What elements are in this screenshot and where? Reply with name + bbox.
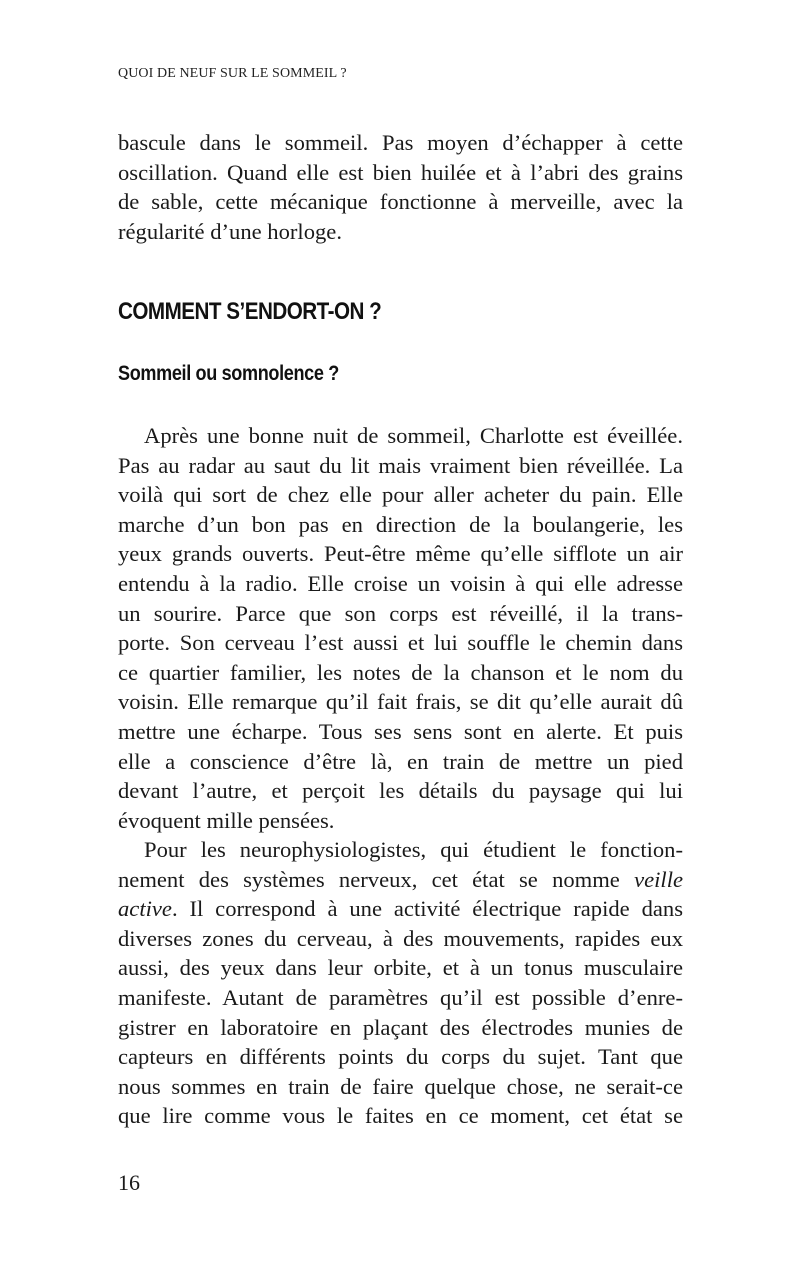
running-head: QUOI DE NEUF SUR LE SOMMEIL ? xyxy=(118,66,347,81)
text-line: voisin. Elle remarque qu’il fait frais, se dit qu’elle aurait dû xyxy=(118,689,683,715)
text-line: voilà qui sort de chez elle pour aller acheter du pain. Elle xyxy=(118,482,683,508)
text-line: aussi, des yeux dans leur orbite, et à un tonus musculaire xyxy=(118,955,683,981)
paragraph-1 xyxy=(118,421,683,835)
text-segment: . Il correspond à une activité électrique rapide dans xyxy=(171,896,683,922)
text-line: porte. Son cerveau l’est aussi et lui souffle le chemin dans xyxy=(118,630,683,656)
text-line xyxy=(118,865,683,895)
text-line: entendu à la radio. Elle croise un voisin à qui elle adresse xyxy=(118,570,683,596)
text-line: bascule dans le sommeil. Pas moyen d’échapper à cette xyxy=(118,130,683,155)
opening-paragraph xyxy=(118,128,683,246)
text-line: devant l’autre, et perçoit les détails du paysage qui lui xyxy=(118,778,683,804)
paragraph-2 xyxy=(118,835,683,1131)
text-line: évoquent mille pensées. xyxy=(118,807,335,833)
text-line: régularité d’une horloge. xyxy=(118,218,342,244)
text-line: de sable, cette mécanique fonctionne à merveille, avec la xyxy=(118,189,683,215)
text-segment: nement des systèmes nerveux, cet état se nomme xyxy=(118,866,635,892)
subsection-heading: Sommeil ou somnolence ? xyxy=(118,362,339,385)
text-line: yeux grands ouverts. Peut-être même qu’elle sifflote un air xyxy=(118,541,683,567)
text-line: diverses zones du cerveau, à des mouvements, rapides eux xyxy=(118,925,683,951)
text-line: Pour les neurophysiologistes, qui étudient le fonction- xyxy=(144,837,683,862)
text-line: capteurs en différents points du corps du sujet. Tant que xyxy=(118,1044,683,1070)
text-line: gistrer en laboratoire en plaçant des électrodes munies de xyxy=(118,1014,683,1040)
text-line: ce quartier familier, les notes de la chanson et le nom du xyxy=(118,659,683,685)
text-line: Pas au radar au saut du lit mais vraiment bien réveillée. La xyxy=(118,452,683,478)
text-line: Après une bonne nuit de sommeil, Charlotte est éveillée. xyxy=(144,423,683,448)
text-line: manifeste. Autant de paramètres qu’il est possible d’enre- xyxy=(118,984,683,1010)
text-line: nous sommes en train de faire quelque chose, ne serait-ce xyxy=(118,1073,683,1099)
text-line: elle a conscience d’être là, en train de mettre un pied xyxy=(118,748,683,774)
italic-term: veille xyxy=(634,866,683,892)
text-line xyxy=(118,894,683,924)
text-line: que lire comme vous le faites en ce moment, cet état se xyxy=(118,1103,683,1129)
section-heading: COMMENT S’ENDORT-ON ? xyxy=(118,298,382,325)
text-line: marche d’un bon pas en direction de la boulangerie, les xyxy=(118,511,683,537)
text-line: oscillation. Quand elle est bien huilée et à l’abri des grains xyxy=(118,159,683,185)
text-line: mettre une écharpe. Tous ses sens sont en alerte. Et puis xyxy=(118,718,683,744)
italic-term: active xyxy=(118,896,172,922)
page-number: 16 xyxy=(118,1170,140,1195)
text-line: un sourire. Parce que son corps est réveillé, il la trans- xyxy=(118,600,683,626)
